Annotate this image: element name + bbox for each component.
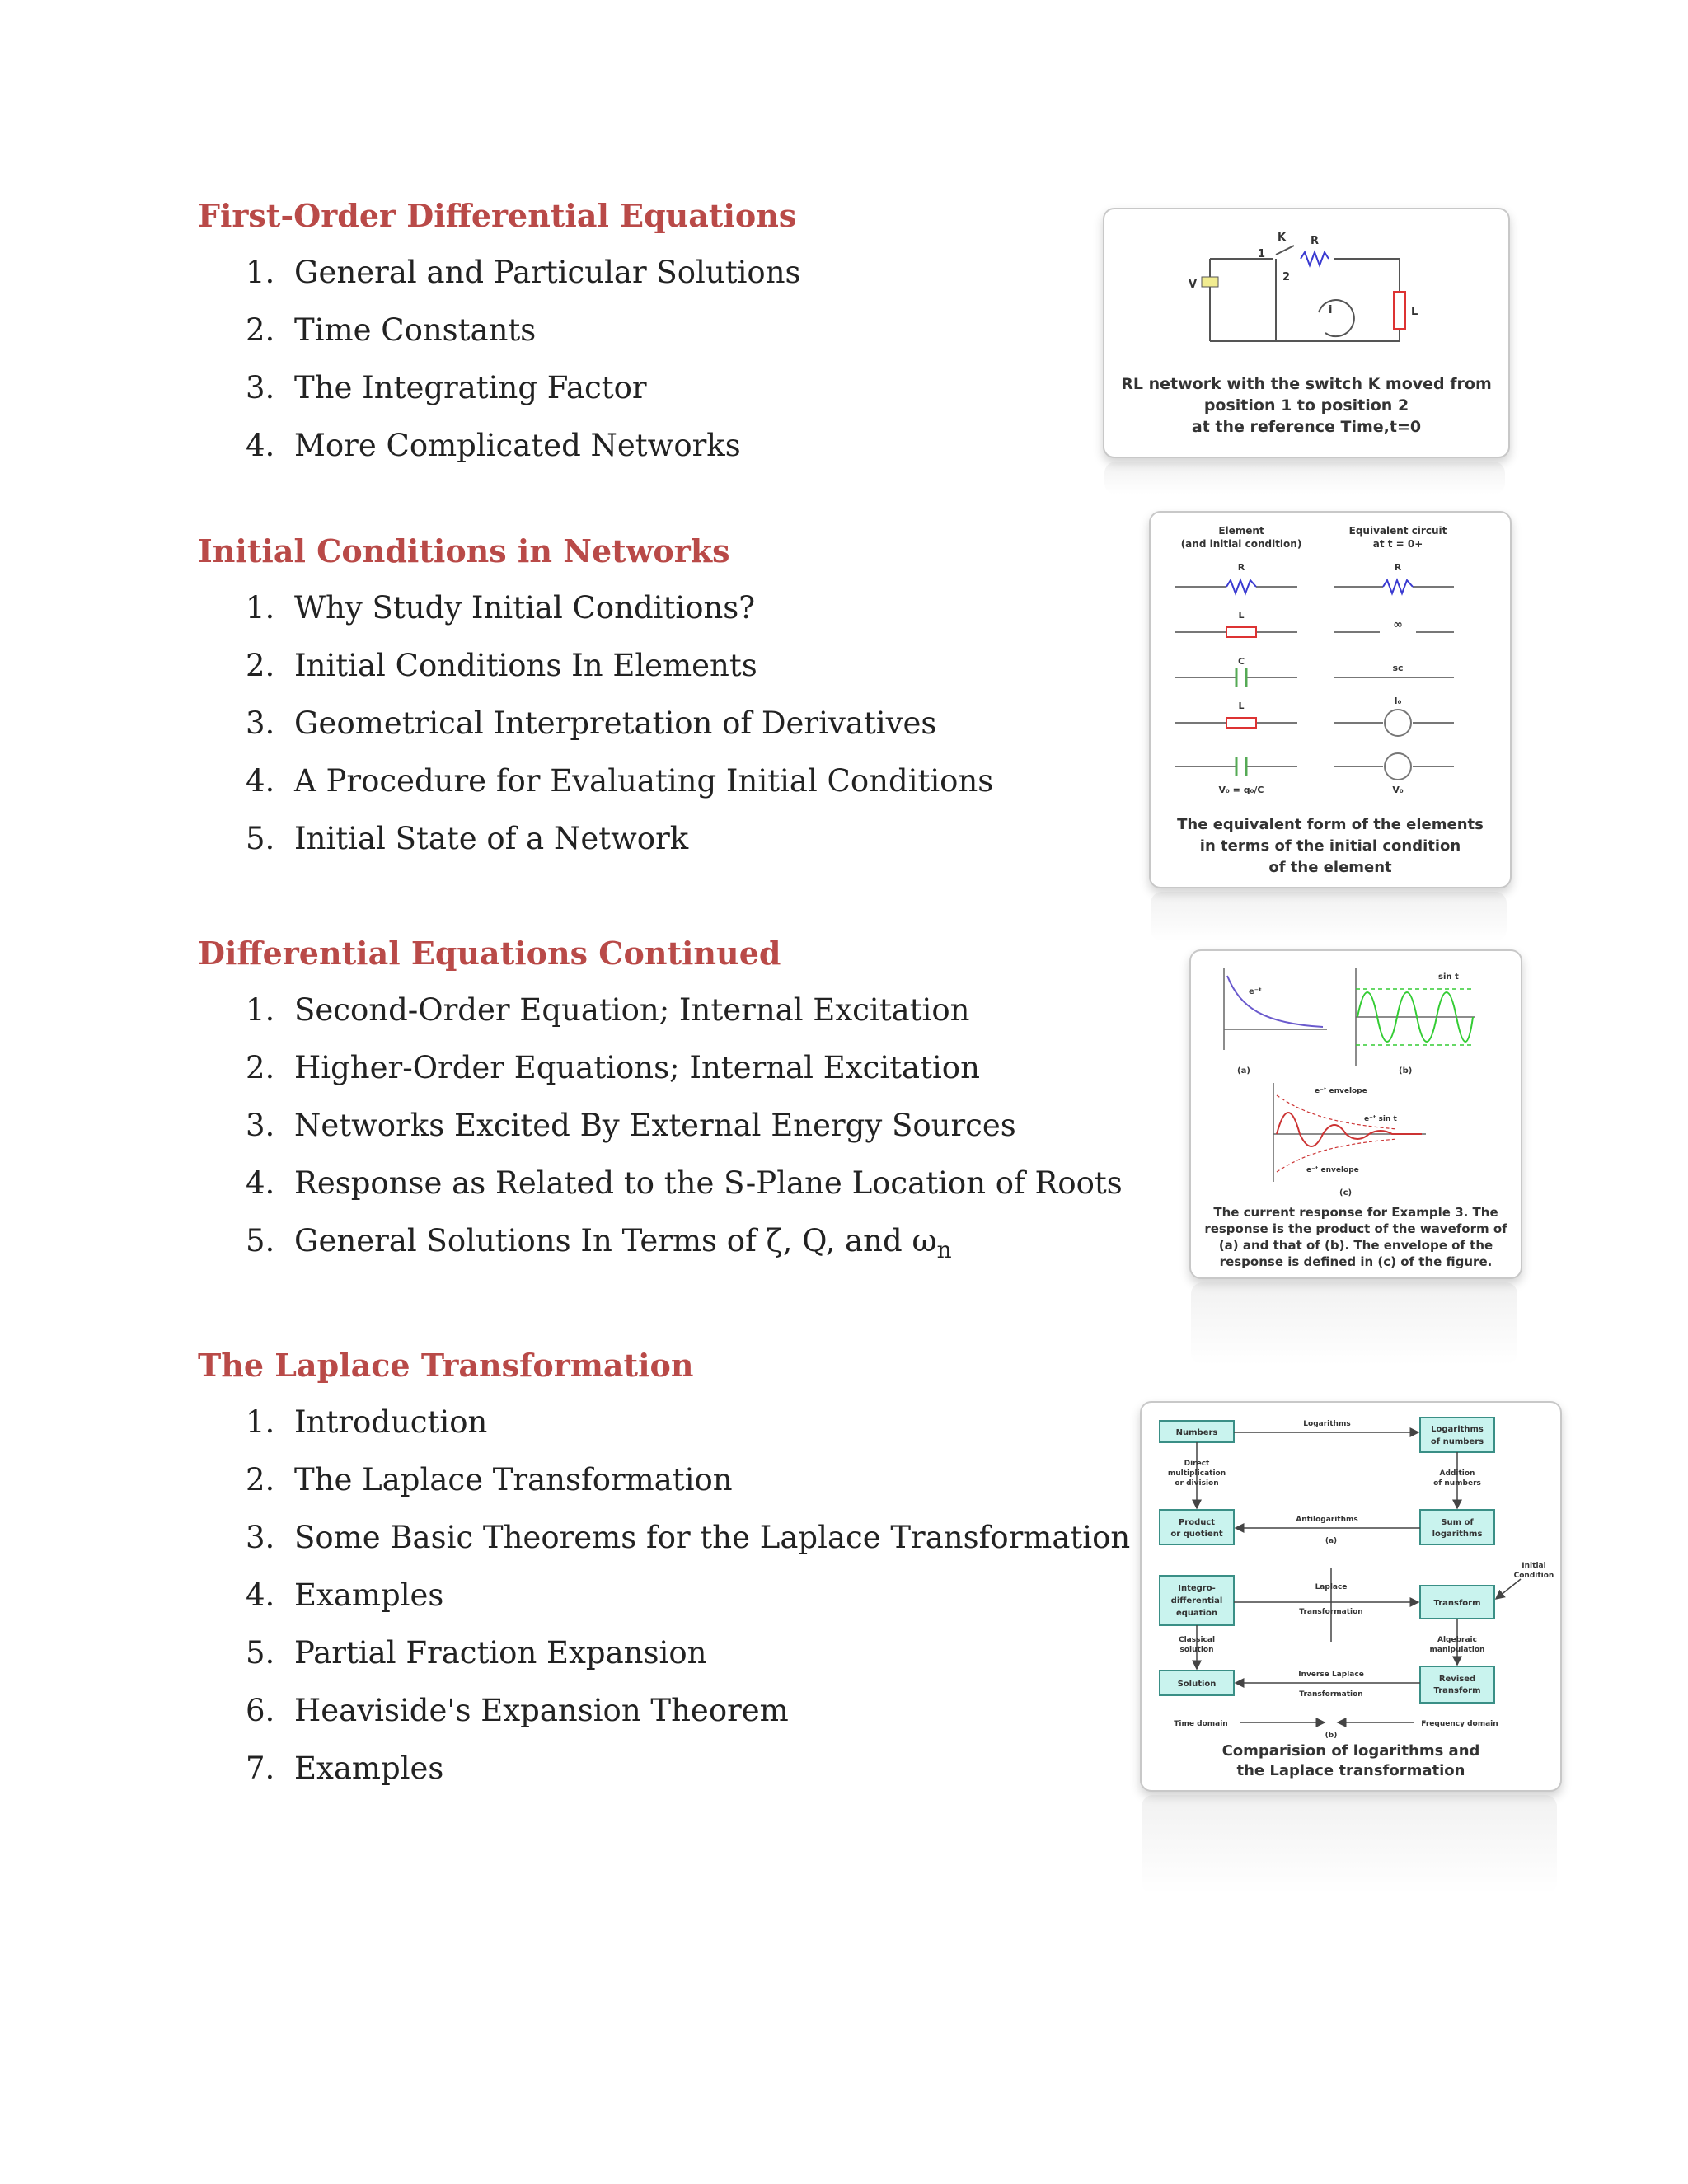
label-addition: of numbers — [1433, 1479, 1481, 1488]
item-number: 5. — [246, 1635, 275, 1671]
card-reflection — [1142, 1795, 1557, 1894]
list-item — [198, 1212, 1123, 1270]
item-number: 4. — [246, 428, 275, 463]
box-solution: Solution — [1177, 1680, 1217, 1689]
label-p2: 2 — [1282, 271, 1291, 284]
item-number: 3. — [246, 705, 275, 741]
caption-line: response is defined in (c) of the figure. — [1219, 1254, 1493, 1269]
box-transform: Transform — [1433, 1599, 1481, 1608]
box-integro: Integro- — [1178, 1584, 1216, 1593]
caption-line: in terms of the initial condition — [1199, 837, 1461, 855]
label-sc: sc — [1392, 663, 1404, 673]
label-direct: multiplication — [1167, 1469, 1226, 1478]
section-laplace — [198, 1346, 1130, 1797]
label-inverse: Inverse Laplace — [1298, 1671, 1364, 1679]
label-r: R — [1237, 562, 1245, 573]
label-i0: I₀ — [1394, 696, 1402, 706]
label-initcond: Condition — [1513, 1572, 1554, 1580]
list-item — [198, 1097, 1123, 1155]
box-logs-sub: of numbers — [1430, 1437, 1484, 1446]
list-item — [198, 752, 993, 810]
header-equivalent-sub: at t = 0+ — [1372, 538, 1423, 550]
label-r: R — [1394, 562, 1402, 573]
resistor-symbol — [1301, 252, 1329, 265]
list-item — [198, 1155, 1123, 1212]
list-item — [198, 417, 801, 475]
item-text: Networks Excited By External Energy Sources — [294, 1108, 1016, 1143]
item-number: 5. — [246, 1223, 275, 1258]
label-envelope: e⁻ᵗ envelope — [1306, 1166, 1359, 1174]
label-c: C — [1237, 656, 1245, 667]
item-text: Examples — [294, 1750, 444, 1786]
caption-line: (a) and that of (b). The envelope of the — [1218, 1238, 1493, 1253]
caption-line: response is the product of the waveform of — [1204, 1221, 1507, 1236]
header-element-sub: (and initial condition) — [1180, 538, 1302, 550]
figure-current-response — [1189, 949, 1522, 1279]
list-item — [198, 810, 993, 868]
label-a: (a) — [1325, 1537, 1338, 1545]
item-text: Why Study Initial Conditions? — [294, 590, 756, 626]
list-item — [198, 1682, 1130, 1740]
list-item — [198, 1624, 1130, 1682]
item-number: 3. — [246, 1108, 275, 1143]
label-v: V — [1189, 279, 1198, 291]
equivalent-elements-diagram — [1151, 513, 1510, 887]
label-initcond: Initial — [1522, 1562, 1546, 1570]
figure-rl-network — [1103, 208, 1510, 458]
figure-laplace-comparison — [1140, 1401, 1562, 1792]
label-classical: Classical — [1178, 1636, 1216, 1644]
item-text: Some Basic Theorems for the Laplace Transformation — [294, 1520, 1131, 1555]
label-r: R — [1311, 235, 1320, 247]
label-sin: sin t — [1438, 972, 1459, 982]
label-antilog: Antilogarithms — [1296, 1516, 1358, 1524]
label-k: K — [1278, 232, 1287, 244]
list-item — [198, 1451, 1130, 1509]
item-text: Initial Conditions In Elements — [294, 648, 757, 683]
label-exp: e⁻ᵗ — [1249, 987, 1262, 996]
label-laplace: Transformation — [1299, 1608, 1363, 1616]
item-text: Time Constants — [294, 312, 537, 348]
list-item — [198, 359, 801, 417]
caption-line: at the reference Time,t=0 — [1191, 418, 1422, 436]
box-product-sub: or quotient — [1170, 1530, 1223, 1539]
item-text: Heaviside's Expansion Theorem — [294, 1693, 789, 1728]
inductor-symbol — [1226, 627, 1256, 637]
label-direct: Direct — [1184, 1460, 1210, 1468]
label-l: L — [1238, 610, 1245, 621]
box-revised: Revised — [1438, 1675, 1476, 1684]
label-a: (a) — [1237, 1066, 1250, 1076]
item-number: 1. — [246, 992, 275, 1028]
omega-subscript: n — [936, 1236, 952, 1263]
card-reflection — [1191, 1282, 1517, 1365]
caption-line: Comparision of logarithms and — [1221, 1742, 1480, 1760]
item-number: 5. — [246, 821, 275, 856]
item-number: 1. — [246, 1404, 275, 1440]
label-b: (b) — [1325, 1732, 1338, 1740]
caption-line: The equivalent form of the elements — [1177, 816, 1484, 833]
box-product: Product — [1178, 1518, 1216, 1527]
list-item — [198, 695, 993, 752]
item-text: Higher-Order Equations; Internal Excitation — [294, 1050, 980, 1085]
box-integro-sub2: equation — [1175, 1609, 1218, 1618]
card-reflection — [1151, 892, 1507, 941]
item-text: General Solutions In Terms of ζ, Q, and ω — [294, 1223, 937, 1258]
caption-line: the Laplace transformation — [1236, 1762, 1465, 1779]
topic-list — [198, 244, 801, 475]
label-timedomain: Time domain — [1174, 1720, 1228, 1728]
list-item — [198, 637, 993, 695]
label-direct: or division — [1175, 1479, 1219, 1488]
list-item — [198, 1567, 1130, 1624]
box-logs: Logarithms — [1431, 1425, 1484, 1434]
label-laplace: Laplace — [1315, 1583, 1348, 1591]
list-item — [198, 982, 1123, 1039]
list-item — [198, 579, 993, 637]
label-infinity: ∞ — [1393, 618, 1403, 631]
label-v0: V₀ — [1392, 785, 1404, 795]
laplace-flow-diagram — [1142, 1403, 1560, 1790]
item-text: Response as Related to the S-Plane Location of Roots — [294, 1165, 1123, 1201]
damped-response-curve — [1277, 1113, 1422, 1146]
caption-line: position 1 to position 2 — [1203, 396, 1409, 415]
item-text: Second-Order Equation; Internal Excitation — [294, 992, 970, 1028]
label-addition: Addition — [1439, 1469, 1475, 1478]
header-equivalent: Equivalent circuit — [1348, 525, 1447, 537]
list-item — [198, 1509, 1130, 1567]
box-sumlogs: Sum of — [1441, 1518, 1474, 1527]
item-text: Initial State of a Network — [294, 821, 689, 856]
caption-line: of the element — [1268, 859, 1392, 876]
item-text: General and Particular Solutions — [294, 255, 801, 290]
figure-equivalent-elements — [1149, 511, 1512, 888]
caption-line: RL network with the switch K moved from — [1121, 375, 1492, 393]
item-text: Introduction — [294, 1404, 488, 1440]
item-number: 7. — [246, 1750, 275, 1786]
label-logarithms: Logarithms — [1303, 1420, 1351, 1428]
rl-circuit-diagram — [1104, 209, 1508, 457]
card-reflection — [1104, 462, 1505, 494]
box-revised-sub: Transform — [1433, 1686, 1481, 1695]
item-number: 2. — [246, 648, 275, 683]
label-c: (c) — [1339, 1188, 1353, 1197]
label-p1: 1 — [1258, 248, 1266, 260]
item-text: Examples — [294, 1577, 444, 1613]
item-number: 1. — [246, 590, 275, 626]
label-freqdomain: Frequency domain — [1421, 1720, 1498, 1728]
list-item — [198, 1394, 1130, 1451]
item-number: 4. — [246, 763, 275, 799]
label-algebraic: manipulation — [1429, 1646, 1485, 1654]
section-title: Initial Conditions in Networks — [198, 532, 730, 569]
label-b: (b) — [1399, 1066, 1413, 1076]
label-l: L — [1238, 701, 1245, 711]
list-item — [198, 302, 801, 359]
resistor-symbol — [1383, 580, 1413, 593]
label-inverse: Transformation — [1299, 1690, 1363, 1699]
section-differential-continued — [198, 934, 1123, 1270]
topic-list — [198, 1394, 1130, 1797]
box-sumlogs-sub: logarithms — [1432, 1530, 1483, 1539]
label-classical: solution — [1179, 1646, 1214, 1654]
list-item — [198, 1039, 1123, 1097]
section-title: Differential Equations Continued — [198, 935, 781, 972]
inductor-symbol — [1394, 292, 1405, 329]
item-text: The Integrating Factor — [294, 370, 647, 405]
topic-list — [198, 982, 1123, 1270]
battery-symbol — [1202, 277, 1218, 287]
item-number: 2. — [246, 312, 275, 348]
item-number: 3. — [246, 1520, 275, 1555]
item-number: 2. — [246, 1462, 275, 1497]
label-l: L — [1411, 306, 1418, 318]
label-vc: V₀ = q₀/C — [1218, 785, 1264, 795]
item-text: A Procedure for Evaluating Initial Conditions — [294, 763, 994, 799]
item-number: 2. — [246, 1050, 275, 1085]
item-text: Geometrical Interpretation of Derivatives — [294, 705, 937, 741]
inductor-symbol — [1226, 718, 1256, 728]
item-text: The Laplace Transformation — [294, 1462, 733, 1497]
item-number: 4. — [246, 1577, 275, 1613]
item-number: 3. — [246, 370, 275, 405]
box-integro-sub: differential — [1170, 1596, 1223, 1605]
label-i: i — [1329, 304, 1333, 316]
label-algebraic: Algebraic — [1437, 1636, 1477, 1644]
exp-decay-curve — [1227, 976, 1323, 1027]
item-number: 4. — [246, 1165, 275, 1201]
item-text: More Complicated Networks — [294, 428, 741, 463]
section-first-order — [198, 196, 801, 475]
resistor-symbol — [1226, 580, 1256, 593]
box-numbers: Numbers — [1175, 1428, 1218, 1437]
section-initial-conditions — [198, 532, 993, 868]
topic-list — [198, 579, 993, 868]
item-number: 1. — [246, 255, 275, 290]
caption-line: The current response for Example 3. The — [1213, 1205, 1498, 1220]
list-item — [198, 244, 801, 302]
section-title: First-Order Differential Equations — [198, 197, 797, 234]
section-title: The Laplace Transformation — [198, 1347, 694, 1384]
waveform-diagram — [1191, 951, 1521, 1277]
label-product: e⁻ᵗ sin t — [1364, 1115, 1397, 1123]
list-item — [198, 1740, 1130, 1797]
label-envelope: e⁻ᵗ envelope — [1315, 1087, 1367, 1095]
item-number: 6. — [246, 1693, 275, 1728]
header-element: Element — [1218, 525, 1264, 537]
item-text: Partial Fraction Expansion — [294, 1635, 707, 1671]
